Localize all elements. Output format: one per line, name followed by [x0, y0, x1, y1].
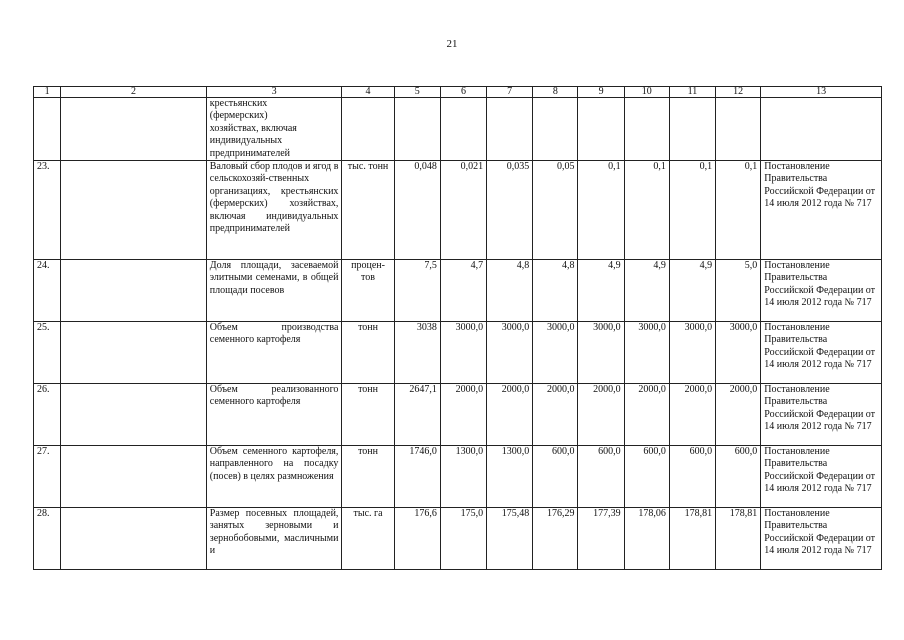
column-number: 5 [394, 87, 440, 98]
value-cell: 2000,0 [440, 384, 486, 446]
unit: тыс. тонн [342, 161, 394, 260]
value-cell: 3000,0 [533, 322, 578, 384]
unit: процен-тов [342, 260, 394, 322]
indicator-table [33, 86, 882, 570]
column-number: 7 [487, 87, 533, 98]
unit [342, 98, 394, 161]
legal-basis [761, 98, 882, 161]
value-cell: 0,1 [669, 161, 715, 260]
unit: тонн [342, 384, 394, 446]
column-number: 11 [669, 87, 715, 98]
value-cell: 0,1 [578, 161, 624, 260]
column-number: 4 [342, 87, 394, 98]
table-row [34, 98, 882, 161]
value-cell [624, 98, 669, 161]
value-cell: 600,0 [669, 446, 715, 508]
table-row [34, 446, 882, 508]
column-number: 6 [440, 87, 486, 98]
legal-basis: Постановление Правительства Российской Федерации от 14 июля 2012 года № 717 [761, 322, 882, 384]
value-cell [533, 98, 578, 161]
value-cell: 3038 [394, 322, 440, 384]
row-number: 27. [34, 446, 61, 508]
row-number: 26. [34, 384, 61, 446]
value-cell: 3000,0 [624, 322, 669, 384]
column-number: 2 [61, 87, 207, 98]
empty-cell [61, 260, 207, 322]
legal-basis: Постановление Правительства Российской Федерации от 14 июля 2012 года № 717 [761, 161, 882, 260]
unit: тыс. га [342, 508, 394, 570]
indicator-name: Размер посевных площадей, занятых зерновыми и зернобобовыми, масличными и [206, 508, 342, 570]
row-number [34, 98, 61, 161]
column-number: 9 [578, 87, 624, 98]
value-cell [716, 98, 761, 161]
indicator-name: Доля площади, засеваемой элитными семенами, в общей площади посевов [206, 260, 342, 322]
value-cell: 175,48 [487, 508, 533, 570]
empty-cell [61, 508, 207, 570]
value-cell: 178,81 [716, 508, 761, 570]
row-number: 25. [34, 322, 61, 384]
indicator-name: Объем производства семенного картофеля [206, 322, 342, 384]
empty-cell [61, 384, 207, 446]
value-cell: 177,39 [578, 508, 624, 570]
value-cell: 3000,0 [440, 322, 486, 384]
row-number: 28. [34, 508, 61, 570]
value-cell [578, 98, 624, 161]
value-cell: 175,0 [440, 508, 486, 570]
value-cell: 600,0 [578, 446, 624, 508]
indicator-name: крестьянских (фермерских) хозяйствах, включая индивидуальных предпринимателей [206, 98, 342, 161]
value-cell: 1746,0 [394, 446, 440, 508]
value-cell: 2647,1 [394, 384, 440, 446]
column-number: 1 [34, 87, 61, 98]
column-number: 10 [624, 87, 669, 98]
column-number-row [34, 87, 882, 98]
value-cell: 2000,0 [578, 384, 624, 446]
unit: тонн [342, 322, 394, 384]
table-row [34, 384, 882, 446]
value-cell: 600,0 [624, 446, 669, 508]
value-cell: 0,05 [533, 161, 578, 260]
value-cell: 178,81 [669, 508, 715, 570]
indicator-name: Объем реализованного семенного картофеля [206, 384, 342, 446]
table-row [34, 508, 882, 570]
value-cell: 0,021 [440, 161, 486, 260]
value-cell: 3000,0 [487, 322, 533, 384]
value-cell: 600,0 [716, 446, 761, 508]
value-cell: 4,9 [578, 260, 624, 322]
legal-basis: Постановление Правительства Российской Федерации от 14 июля 2012 года № 717 [761, 260, 882, 322]
column-number: 12 [716, 87, 761, 98]
value-cell: 2000,0 [533, 384, 578, 446]
value-cell: 178,06 [624, 508, 669, 570]
value-cell: 2000,0 [624, 384, 669, 446]
legal-basis: Постановление Правительства Российской Федерации от 14 июля 2012 года № 717 [761, 384, 882, 446]
indicator-name: Объем семенного картофеля, направленного на посадку (посев) в целях размножения [206, 446, 342, 508]
value-cell: 0,1 [716, 161, 761, 260]
value-cell: 176,29 [533, 508, 578, 570]
value-cell: 4,7 [440, 260, 486, 322]
row-number: 24. [34, 260, 61, 322]
column-number: 8 [533, 87, 578, 98]
row-number: 23. [34, 161, 61, 260]
value-cell: 4,9 [669, 260, 715, 322]
unit: тонн [342, 446, 394, 508]
empty-cell [61, 322, 207, 384]
value-cell: 1300,0 [440, 446, 486, 508]
value-cell: 2000,0 [716, 384, 761, 446]
table-row [34, 322, 882, 384]
legal-basis: Постановление Правительства Российской Федерации от 14 июля 2012 года № 717 [761, 508, 882, 570]
value-cell: 7,5 [394, 260, 440, 322]
value-cell: 3000,0 [669, 322, 715, 384]
table-row [34, 161, 882, 260]
value-cell [394, 98, 440, 161]
column-number: 3 [206, 87, 342, 98]
value-cell: 4,8 [533, 260, 578, 322]
value-cell: 3000,0 [578, 322, 624, 384]
value-cell: 1300,0 [487, 446, 533, 508]
value-cell: 2000,0 [487, 384, 533, 446]
page-number: 21 [446, 38, 458, 50]
empty-cell [61, 446, 207, 508]
value-cell: 4,8 [487, 260, 533, 322]
legal-basis: Постановление Правительства Российской Федерации от 14 июля 2012 года № 717 [761, 446, 882, 508]
column-number: 13 [761, 87, 882, 98]
value-cell: 2000,0 [669, 384, 715, 446]
value-cell: 0,035 [487, 161, 533, 260]
value-cell [487, 98, 533, 161]
empty-cell [61, 161, 207, 260]
value-cell: 3000,0 [716, 322, 761, 384]
value-cell: 4,9 [624, 260, 669, 322]
value-cell [440, 98, 486, 161]
table-row [34, 260, 882, 322]
indicator-name: Валовый сбор плодов и ягод в сельскохозяй-ственных организациях, крестьянских (фермерских) хозяйствах, включая индивидуальных предпринимателей [206, 161, 342, 260]
value-cell: 600,0 [533, 446, 578, 508]
value-cell: 176,6 [394, 508, 440, 570]
value-cell: 5,0 [716, 260, 761, 322]
value-cell [669, 98, 715, 161]
empty-cell [61, 98, 207, 161]
value-cell: 0,048 [394, 161, 440, 260]
value-cell: 0,1 [624, 161, 669, 260]
